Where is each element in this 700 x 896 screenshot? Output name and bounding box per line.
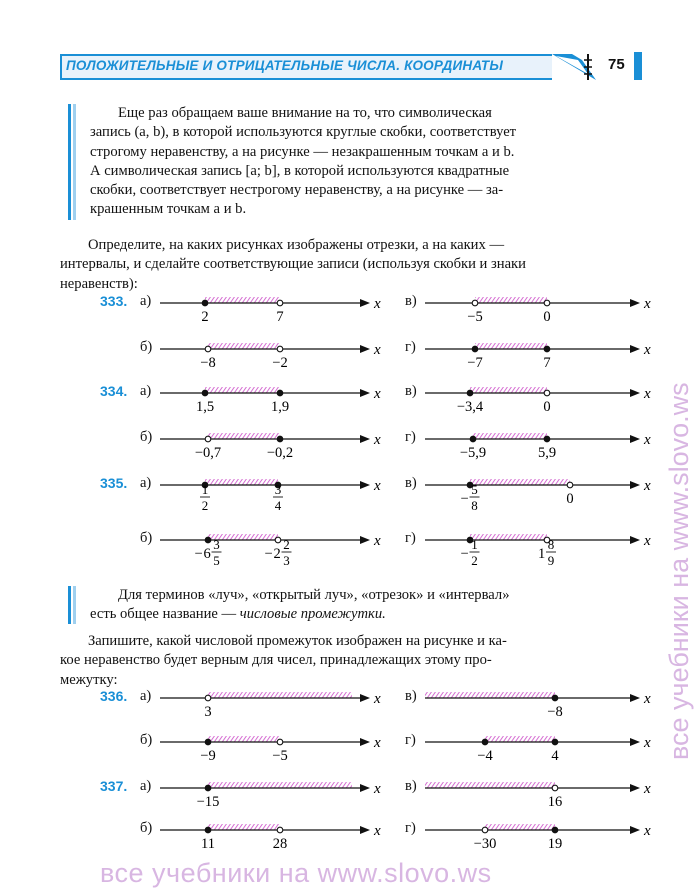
svg-text:−: − (264, 546, 273, 562)
point-a (205, 537, 211, 543)
header-end-bar (634, 52, 642, 80)
item-letter: а) (140, 383, 152, 399)
axis-variable: x (644, 296, 651, 312)
axis-variable: x (374, 823, 381, 839)
item-letter: г) (405, 530, 416, 546)
axis-variable: x (374, 296, 381, 312)
arrow-icon (630, 826, 640, 834)
point-b-label (551, 748, 559, 764)
axis-variable: x (374, 533, 381, 549)
axis-variable: x (374, 691, 381, 707)
svg-text:1: 1 (538, 546, 546, 562)
point-a-label (467, 355, 482, 371)
number-line (160, 432, 381, 479)
note-rule-brackets: Еще раз обращаем ваше внимание на то, что символическая запись (a, b), в которой используются круглые скобки, соответствует строгому неравенству, а на рисунке — незакрашенным точкам a и b. А символическая запись [a; b], в которой используются квадратные скобки, соответствует нестрогому неравенству, а на рисунке — за- крашенным точкам a и b. (90, 105, 517, 218)
svg-text:5: 5 (471, 482, 478, 497)
interval-shading (205, 297, 280, 303)
svg-text:−30: −30 (473, 836, 497, 852)
svg-text:−2: −2 (272, 355, 288, 371)
svg-text:3: 3 (204, 704, 212, 720)
axis-variable: x (644, 533, 651, 549)
svg-text:5,9: 5,9 (537, 445, 557, 461)
svg-text:8: 8 (471, 498, 478, 513)
number-line (160, 735, 381, 782)
page-number: 75 (608, 56, 625, 73)
point-a (472, 300, 478, 306)
task-write-interval: Запишите, какой числовой промежуток изображен на рисунке и ка- кое неравенство будет верным для чисел, принадлежащих этому про- межутку: (60, 633, 507, 688)
point-b-label (543, 355, 550, 371)
point-b (552, 827, 558, 833)
item-letter: а) (140, 475, 152, 491)
point-b (544, 300, 550, 306)
arrow-icon (630, 536, 640, 544)
interval-shading (208, 824, 280, 830)
point-b-label (273, 482, 283, 513)
interval-shading (208, 736, 280, 742)
number-line (425, 432, 651, 479)
item-letter: в) (405, 293, 417, 309)
task-intervals-instruction: Определите, на каких рисунках изображены отрезки, а на каких — интервалы, и сделайте соответствующие записи (используя скобки и знаки неравенств): (60, 237, 526, 292)
point-a (472, 346, 478, 352)
point-a-label (201, 836, 215, 852)
arrow-icon (630, 435, 640, 443)
number-line (160, 296, 381, 343)
svg-text:6: 6 (203, 546, 211, 562)
svg-text:28: 28 (272, 836, 288, 852)
number-line (425, 342, 651, 389)
svg-text:2: 2 (283, 537, 290, 552)
interval-shading (425, 692, 555, 698)
point-b (552, 785, 558, 791)
item-letter: б) (140, 339, 153, 355)
svg-text:2: 2 (471, 553, 478, 568)
interval-shading (205, 479, 278, 485)
point-a-label (200, 748, 215, 764)
point-a (482, 739, 488, 745)
svg-text:−: − (460, 546, 469, 562)
chapter-header (60, 52, 642, 82)
interval-shading (425, 782, 555, 788)
point-a (202, 390, 208, 396)
svg-text:−3,4: −3,4 (456, 399, 484, 415)
item-letter: б) (140, 820, 153, 836)
interval-shading (475, 343, 547, 349)
point-a (205, 695, 211, 701)
number-line (425, 296, 651, 343)
point-b-label (538, 445, 556, 461)
point-b (544, 390, 550, 396)
arrow-icon (360, 826, 370, 834)
note2-accent-bar-light (73, 586, 76, 624)
interval-shading (485, 824, 555, 830)
item-letter: г) (405, 429, 416, 445)
point-b-label (271, 399, 289, 415)
note-accent-bar (68, 104, 71, 220)
arrow-icon (630, 481, 640, 489)
svg-text:−5: −5 (467, 309, 483, 325)
point-a (205, 785, 211, 791)
arrow-icon (360, 389, 370, 397)
svg-text:−8: −8 (547, 704, 563, 720)
point-b (552, 695, 558, 701)
point-a-label (204, 704, 211, 720)
point-b (277, 739, 283, 745)
point-b-label (276, 309, 283, 325)
point-b-label (538, 537, 556, 568)
point-b (277, 827, 283, 833)
point-a-label (460, 445, 486, 461)
svg-text:4: 4 (274, 498, 282, 513)
axis-variable: x (644, 823, 651, 839)
point-b-label (547, 704, 562, 720)
axis-variable: x (644, 781, 651, 797)
arrow-icon (360, 536, 370, 544)
item-letter: б) (140, 732, 153, 748)
svg-text:11: 11 (201, 836, 215, 852)
arrow-icon (630, 694, 640, 702)
axis-variable: x (644, 735, 651, 751)
svg-text:19: 19 (547, 836, 563, 852)
svg-text:1,9: 1,9 (270, 399, 290, 415)
note2-accent-bar (68, 586, 71, 624)
point-b-label (267, 445, 293, 461)
point-a-label (457, 399, 484, 415)
number-line (160, 781, 381, 828)
chapter-title: ПОЛОЖИТЕЛЬНЫЕ И ОТРИЦАТЕЛЬНЫЕ ЧИСЛА. КООРДИНАТЫ (66, 58, 504, 73)
point-b-label (566, 491, 573, 507)
point-a-label (201, 309, 208, 325)
point-a-label (197, 794, 220, 810)
axis-variable: x (644, 342, 651, 358)
svg-text:1,5: 1,5 (195, 399, 215, 415)
arrow-icon (630, 389, 640, 397)
point-b (552, 739, 558, 745)
point-a (205, 739, 211, 745)
svg-text:−5,9: −5,9 (459, 445, 487, 461)
interval-shading (470, 387, 547, 393)
point-a (202, 300, 208, 306)
point-b-label (272, 748, 287, 764)
item-letter: г) (405, 820, 416, 836)
point-a (470, 436, 476, 442)
point-a (205, 346, 211, 352)
item-letter: г) (405, 732, 416, 748)
arrow-icon (630, 738, 640, 746)
note-numeric-intervals: Для терминов «луч», «открытый луч», «отрезок» и «интервал» есть общее название — числовые промежутки. (90, 587, 510, 623)
bottom-watermark: все учебники на www.slovo.ws (100, 858, 492, 888)
arrow-icon (360, 694, 370, 702)
number-line (425, 691, 651, 738)
svg-text:8: 8 (547, 537, 555, 552)
exercise-number-335: 335. (100, 475, 128, 491)
axis-variable: x (374, 342, 381, 358)
point-b (544, 436, 550, 442)
interval-shading (208, 692, 352, 698)
axis-variable: x (374, 781, 381, 797)
point-b (275, 537, 281, 543)
svg-text:2: 2 (201, 309, 209, 325)
svg-text:0: 0 (566, 491, 574, 507)
point-a (205, 827, 211, 833)
arrow-icon (360, 784, 370, 792)
interval-shading (208, 433, 280, 439)
point-b-label (543, 399, 550, 415)
interval-shading (470, 534, 547, 540)
interval-shading (473, 433, 547, 439)
axis-variable: x (374, 432, 381, 448)
arrow-icon (360, 738, 370, 746)
point-b (277, 390, 283, 396)
item-letter: а) (140, 293, 152, 309)
item-letter: в) (405, 475, 417, 491)
axis-variable: x (644, 478, 651, 494)
svg-text:1: 1 (471, 537, 478, 552)
side-watermark-text: все учебники на www.slovo.ws (664, 382, 694, 760)
point-b-label (543, 309, 550, 325)
number-line (160, 342, 381, 389)
item-letter: в) (405, 383, 417, 399)
axis-variable: x (374, 386, 381, 402)
arrow-icon (630, 345, 640, 353)
svg-text:−: − (460, 491, 469, 507)
arrow-icon (360, 299, 370, 307)
svg-text:−: − (194, 546, 203, 562)
svg-text:−0,2: −0,2 (266, 445, 294, 461)
svg-text:0: 0 (543, 399, 551, 415)
svg-text:5: 5 (213, 553, 220, 568)
svg-text:−9: −9 (200, 748, 216, 764)
point-a-label (200, 355, 215, 371)
svg-text:−8: −8 (200, 355, 216, 371)
point-a-label (195, 445, 221, 461)
item-letter: в) (405, 688, 417, 704)
axis-variable: x (644, 432, 651, 448)
item-letter: б) (140, 429, 153, 445)
point-a-label (196, 399, 214, 415)
svg-text:9: 9 (547, 553, 555, 568)
point-a-label (200, 482, 210, 513)
number-line (425, 781, 651, 828)
interval-shading (470, 479, 570, 485)
arrow-icon (360, 345, 370, 353)
item-letter: г) (405, 339, 416, 355)
svg-text:3: 3 (213, 537, 220, 552)
svg-text:0: 0 (543, 309, 551, 325)
exercise-number-334: 334. (100, 383, 128, 399)
interval-shading (475, 297, 547, 303)
number-line (160, 691, 381, 738)
svg-text:−5: −5 (272, 748, 288, 764)
svg-text:3: 3 (283, 553, 290, 568)
point-b-label (548, 794, 563, 810)
svg-text:1: 1 (201, 482, 209, 497)
svg-text:−15: −15 (196, 794, 220, 810)
svg-text:−7: −7 (467, 355, 483, 371)
axis-variable: x (374, 735, 381, 751)
point-a-label (467, 309, 482, 325)
svg-text:7: 7 (543, 355, 551, 371)
arrow-icon (360, 435, 370, 443)
point-b (277, 346, 283, 352)
note-accent-bar-light (73, 104, 76, 220)
svg-text:−0,7: −0,7 (194, 445, 222, 461)
point-b-label (548, 836, 563, 852)
point-a (482, 827, 488, 833)
exercise-number-336: 336. (100, 688, 128, 704)
number-line (425, 735, 651, 782)
item-letter: в) (405, 778, 417, 794)
arrow-icon (630, 299, 640, 307)
number-line (425, 533, 651, 580)
axis-variable: x (644, 691, 651, 707)
number-line (160, 478, 381, 525)
svg-text:−4: −4 (477, 748, 493, 764)
pennant-icon (552, 52, 602, 82)
point-b-label (273, 836, 288, 852)
interval-shading (208, 343, 280, 349)
svg-text:2: 2 (273, 546, 281, 562)
number-line (425, 478, 651, 525)
axis-variable: x (374, 478, 381, 494)
point-b (567, 482, 573, 488)
interval-shading (208, 782, 352, 788)
number-line (425, 386, 651, 433)
arrow-icon (360, 481, 370, 489)
side-watermark (658, 120, 698, 770)
point-a-label (477, 748, 493, 764)
exercise-number-337: 337. (100, 778, 128, 794)
svg-text:2: 2 (201, 498, 209, 513)
interval-shading (485, 736, 555, 742)
item-letter: б) (140, 530, 153, 546)
interval-shading (205, 387, 280, 393)
item-letter: а) (140, 688, 152, 704)
point-a-label (474, 836, 497, 852)
point-b-label (272, 355, 287, 371)
point-b (277, 436, 283, 442)
number-line (160, 386, 381, 433)
axis-variable: x (644, 386, 651, 402)
item-letter: а) (140, 778, 152, 794)
exercise-number-333: 333. (100, 293, 128, 309)
arrow-icon (630, 784, 640, 792)
svg-text:16: 16 (547, 794, 563, 810)
number-line (160, 533, 381, 580)
point-a (467, 390, 473, 396)
svg-text:3: 3 (274, 482, 282, 497)
point-b (277, 300, 283, 306)
point-a (205, 436, 211, 442)
svg-text:7: 7 (276, 309, 284, 325)
svg-text:4: 4 (551, 748, 559, 764)
point-b (544, 346, 550, 352)
